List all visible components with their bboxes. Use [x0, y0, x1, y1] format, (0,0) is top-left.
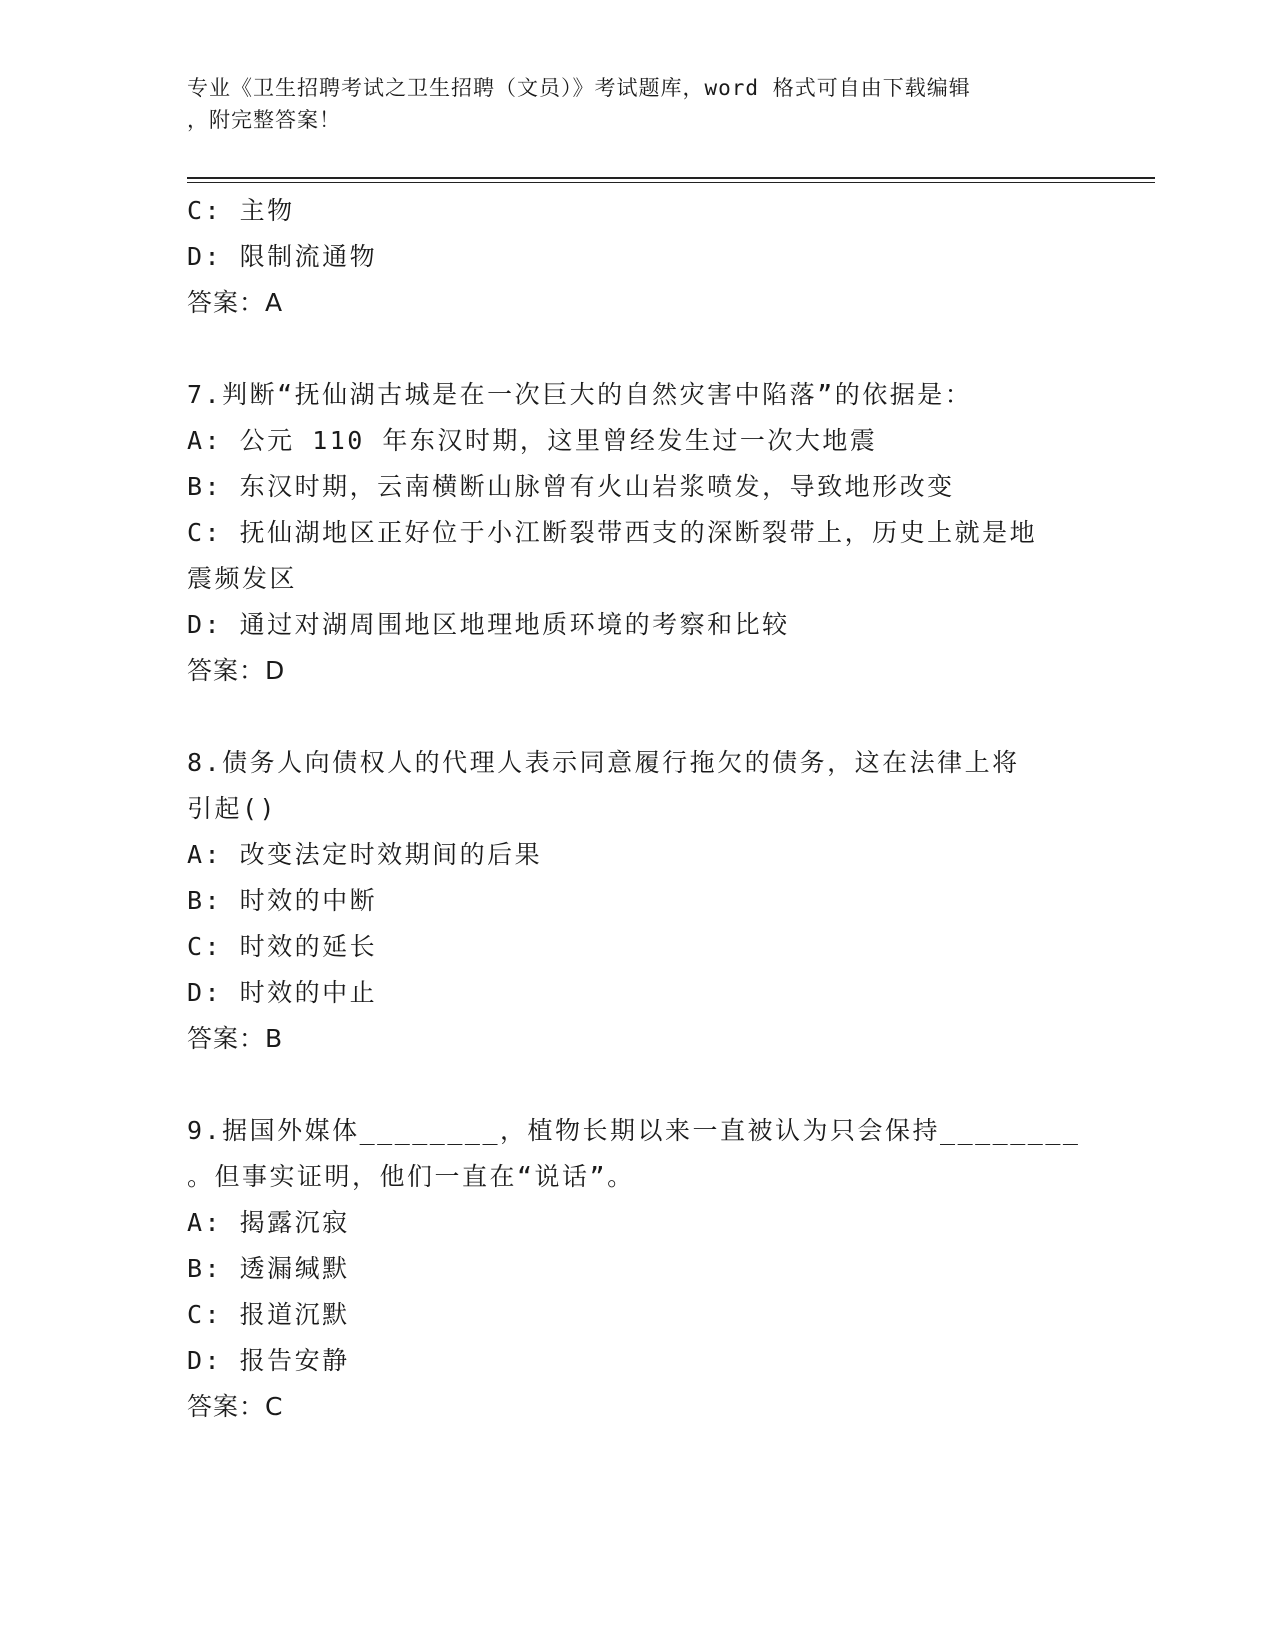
option-c-continued: 震频发区 — [187, 564, 298, 593]
option-d: D: 报告安静 — [187, 1346, 350, 1375]
header-divider-thin — [187, 182, 1155, 183]
answer-line: 答案：A — [187, 288, 284, 317]
header-divider-thick — [187, 177, 1155, 179]
option-c: C: 主物 — [187, 196, 295, 225]
question-6-continued — [187, 188, 1087, 326]
question-stem-continued: 。但事实证明，他们一直在“说话”。 — [187, 1162, 635, 1191]
question-stem: 7.判断“抚仙湖古城是在一次巨大的自然灾害中陷落”的依据是： — [187, 380, 973, 409]
spacer — [187, 694, 1087, 740]
question-stem: 8.债务人向债权人的代理人表示同意履行拖欠的债务，这在法律上将 — [187, 748, 1020, 777]
question-7 — [187, 372, 1087, 694]
answer-line: 答案：D — [187, 656, 286, 685]
question-9 — [187, 1108, 1087, 1430]
question-8 — [187, 740, 1087, 1062]
option-d: D: 时效的中止 — [187, 978, 378, 1007]
header-title-line2: ，附完整答案！ — [187, 108, 341, 132]
option-c: C: 报道沉默 — [187, 1300, 350, 1329]
header-title-line1: 专业《卫生招聘考试之卫生招聘（文员）》考试题库，word 格式可自由下载编辑 — [187, 76, 971, 100]
document-header — [187, 72, 1067, 136]
question-list — [187, 188, 1087, 1430]
answer-line: 答案：C — [187, 1392, 284, 1421]
option-a: A: 改变法定时效期间的后果 — [187, 840, 543, 869]
option-a: A: 揭露沉寂 — [187, 1208, 350, 1237]
option-c: C: 时效的延长 — [187, 932, 378, 961]
option-c: C: 抚仙湖地区正好位于小江断裂带西支的深断裂带上，历史上就是地 — [187, 518, 1038, 547]
option-d: D: 通过对湖周围地区地理地质环境的考察和比较 — [187, 610, 790, 639]
option-b: B: 时效的中断 — [187, 886, 378, 915]
answer-line: 答案：B — [187, 1024, 284, 1053]
spacer — [187, 1062, 1087, 1108]
spacer — [187, 326, 1087, 372]
option-d: D: 限制流通物 — [187, 242, 378, 271]
question-stem-continued: 引起() — [187, 794, 278, 823]
question-stem: 9.据国外媒体________，植物长期以来一直被认为只会保持________ — [187, 1116, 1081, 1145]
option-b: B: 东汉时期，云南横断山脉曾有火山岩浆喷发，导致地形改变 — [187, 472, 955, 501]
option-a: A: 公元 110 年东汉时期，这里曾经发生过一次大地震 — [187, 426, 878, 455]
option-b: B: 透漏缄默 — [187, 1254, 350, 1283]
